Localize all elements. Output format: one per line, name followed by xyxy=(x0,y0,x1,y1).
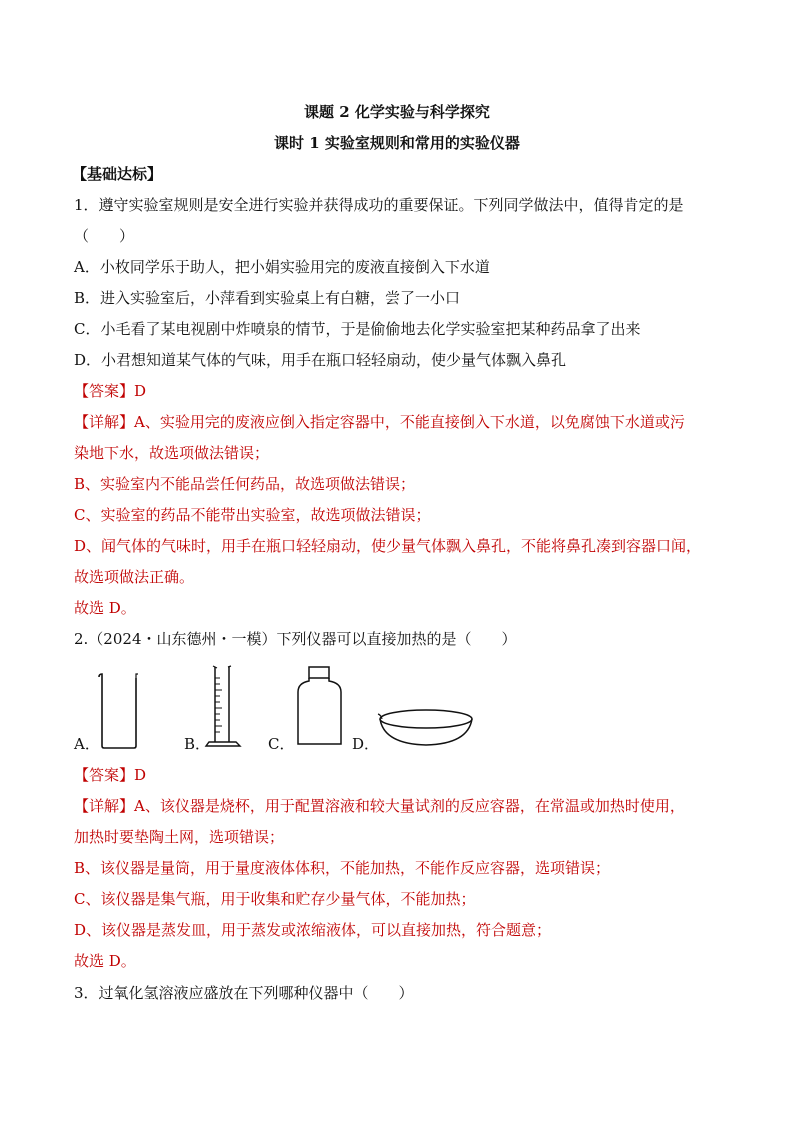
q1-answer: 【答案】D xyxy=(74,382,147,400)
q2-option-b-label: B． xyxy=(184,735,211,753)
beaker-icon xyxy=(98,672,140,750)
q2-detail-line5: D、该仪器是蒸发皿，用于蒸发或浓缩液体，可以直接加热，符合题意； xyxy=(74,921,552,939)
q2-detail-line2: 加热时要垫陶土网，选项错误； xyxy=(74,828,285,846)
gas-collecting-bottle-icon xyxy=(292,664,348,750)
q2-detail-line1: 【详解】A、该仪器是烧杯，用于配置溶液和较大量试剂的反应容器，在常温或加热时使用， xyxy=(74,797,685,815)
q1-detail-line1: 【详解】A、实验用完的废液应倒入指定容器中，不能直接倒入下水道，以免腐蚀下水道或污 xyxy=(74,413,685,431)
q2-conclusion: 故选 D。 xyxy=(74,952,136,970)
q1-option-d: D．小君想知道某气体的气味，用手在瓶口轻轻扇动，使少量气体飘入鼻孔 xyxy=(74,351,567,369)
q1-option-b: B．进入实验室后，小萍看到实验桌上有白糖，尝了一小口 xyxy=(74,289,461,307)
q1-option-a: A．小枚同学乐于助人，把小娟实验用完的废液直接倒入下水道 xyxy=(74,258,490,276)
q2-detail-line3: B、该仪器是量筒，用于量度液体体积，不能加热，不能作反应容器，选项错误； xyxy=(74,859,611,877)
q1-conclusion: 故选 D。 xyxy=(74,599,136,617)
q1-detail-line4: C、实验室的药品不能带出实验室，故选项做法错误； xyxy=(74,506,431,524)
q2-detail-line4: C、该仪器是集气瓶，用于收集和贮存少量气体，不能加热； xyxy=(74,890,476,908)
q1-option-c: C．小毛看了某电视剧中炸喷泉的情节，于是偷偷地去化学实验室把某种药品拿了出来 xyxy=(74,320,641,338)
lesson-subtitle: 课时 1 实验室规则和常用的实验仪器 xyxy=(274,134,520,152)
q1-detail-line6: 故选项做法正确。 xyxy=(74,568,195,586)
q2-answer: 【答案】D xyxy=(74,766,147,784)
graduated-cylinder-icon xyxy=(204,664,244,750)
section-label: 【基础达标】 xyxy=(72,165,163,183)
q2-stem: 2.（2024・山东德州・一模）下列仪器可以直接加热的是（ ） xyxy=(74,630,517,648)
q1-stem-line1: 1．遵守实验室规则是安全进行实验并获得成功的重要保证。下列同学做法中，值得肯定的是 xyxy=(74,196,684,214)
q3-stem: 3．过氧化氢溶液应盛放在下列哪种仪器中（ ） xyxy=(74,984,414,1002)
q2-option-a-label: A． xyxy=(74,735,100,753)
q2-option-d-label: D． xyxy=(352,735,380,753)
q1-stem-line2: （ ） xyxy=(74,227,135,245)
q2-option-c-label: C． xyxy=(268,735,295,753)
q1-detail-line5: D、闻气体的气味时，用手在瓶口轻轻扇动，使少量气体飘入鼻孔，不能将鼻孔凑到容器口闻， xyxy=(74,537,702,555)
evaporating-dish-icon xyxy=(376,704,476,752)
q1-detail-line2: 染地下水，故选项做法错误； xyxy=(74,444,270,462)
lesson-title: 课题 2 化学实验与科学探究 xyxy=(304,103,490,121)
q1-detail-line3: B、实验室内不能品尝任何药品，故选项做法错误； xyxy=(74,475,416,493)
